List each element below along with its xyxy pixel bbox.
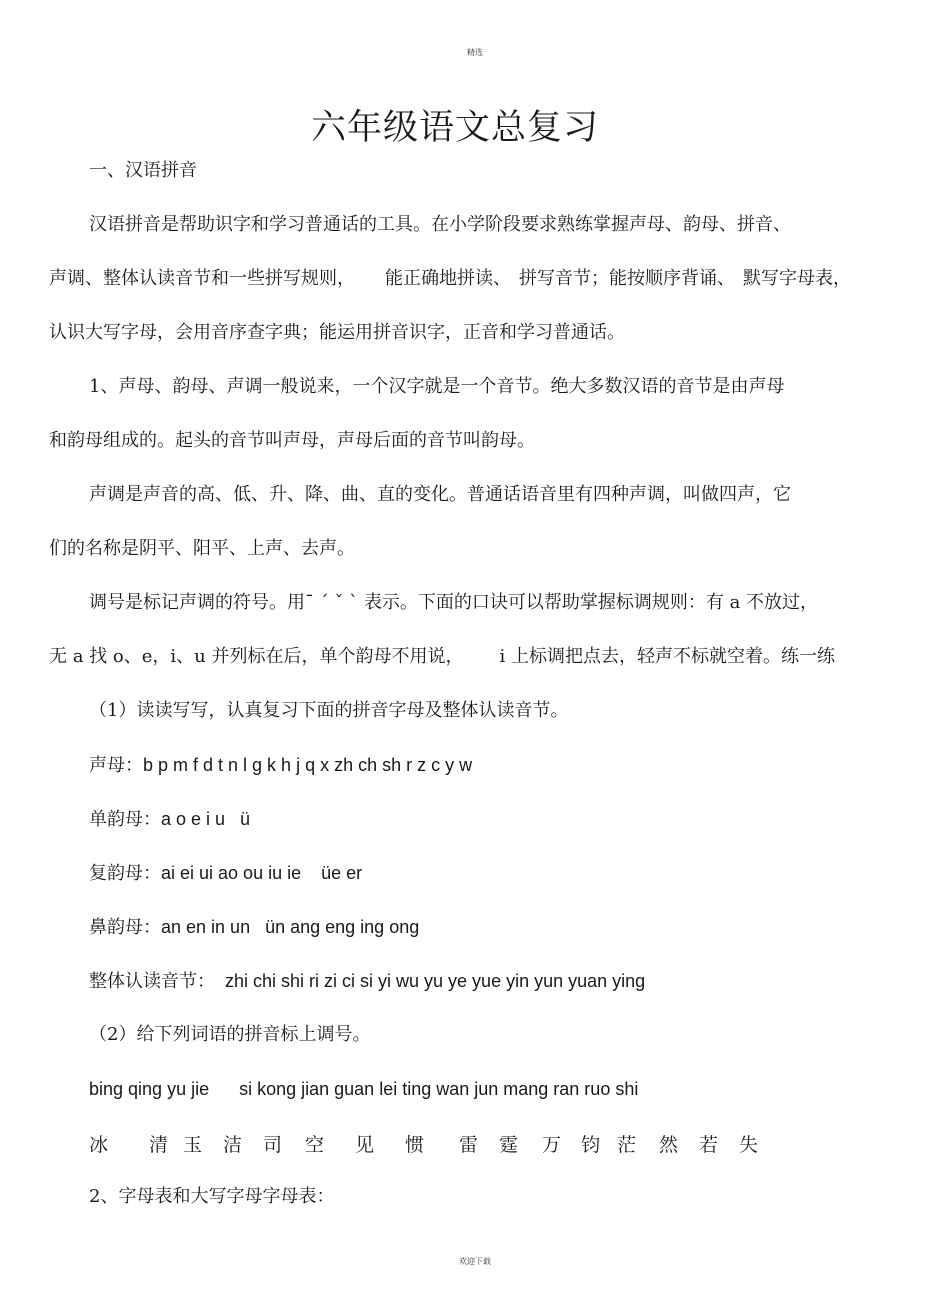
list-value: an en in un ün ang eng ing ong — [161, 917, 420, 937]
char-cell: 茫 — [617, 1134, 637, 1156]
section-heading-alphabet: 2、字母表和大写字母字母表： — [89, 1186, 335, 1207]
char-cell: 见 — [355, 1134, 375, 1156]
intro-line-2b: 能正确地拼读、 — [385, 268, 511, 289]
list-value: ai ei ui ao ou iu ie üe er — [161, 863, 363, 883]
intro-line-2d: 默写字母表， — [743, 268, 851, 289]
para2-line-1: 声调是声音的高、低、升、降、曲、直的变化。普通话语音里有四种声调，叫做四声，它 — [89, 484, 791, 505]
para1-line-1: 1、声母、韵母、声调一般说来，一个汉字就是一个音节。绝大多数汉语的音节是由声母 — [89, 376, 785, 397]
list-simple-finals — [89, 808, 250, 831]
para3-line-2b: i 上标调把点去，轻声不标就空着。练一练 — [499, 646, 835, 667]
exercise-2-heading: （2）给下列词语的拼音标上调号。 — [89, 1024, 371, 1045]
page-header: 精选 — [467, 48, 483, 57]
list-value: zhi chi shi ri zi ci si yi wu yu ye yue yin yun yuan ying — [225, 971, 646, 991]
intro-line-2c: 拼写音节；能按顺序背诵、 — [519, 268, 735, 289]
para1-line-2: 和韵母组成的。起头的音节叫声母，声母后面的音节叫韵母。 — [49, 430, 535, 451]
list-initials — [89, 754, 472, 777]
document-title: 六年级语文总复习 — [310, 108, 599, 148]
char-cell: 清 — [149, 1134, 169, 1156]
list-compound-finals — [89, 862, 362, 885]
char-cell: 若 — [699, 1134, 719, 1156]
pinyin-line-b: si kong jian guan lei ting wan jun mang ran ruo shi — [239, 1079, 639, 1099]
intro-line-1: 汉语拼音是帮助识字和学习普通话的工具。在小学阶段要求熟练掌握声母、韵母、拼音、 — [89, 214, 791, 235]
char-cell: 冰 — [89, 1134, 109, 1156]
pinyin-line-a: bing qing yu jie — [89, 1079, 210, 1099]
char-cell: 然 — [659, 1134, 679, 1156]
char-cell: 惯 — [405, 1134, 425, 1156]
intro-line-3: 认识大写字母，会用音序查字典；能运用拼音识字，正音和学习普通话。 — [49, 322, 625, 343]
list-value: b p m f d t n l g k h j q x zh ch sh r z c y w — [143, 755, 473, 775]
intro-line-2a: 声调、整体认读音节和一些拼写规则， — [49, 268, 355, 289]
char-cell: 钧 — [581, 1134, 601, 1156]
para3-line-2a: 无 a 找 o、e，i、u 并列标在后，单个韵母不用说， — [49, 646, 464, 667]
list-label: 声母： — [89, 755, 143, 776]
char-cell: 司 — [263, 1134, 283, 1156]
char-cell: 洁 — [223, 1134, 243, 1156]
para3-line-2 — [49, 646, 835, 668]
list-label: 复韵母： — [89, 863, 161, 884]
intro-line-2 — [49, 268, 851, 290]
para2-line-2: 们的名称是阴平、阳平、上声、去声。 — [49, 538, 355, 559]
char-cell: 万 — [542, 1134, 562, 1156]
char-cell: 霆 — [499, 1134, 519, 1156]
char-cell: 雷 — [459, 1134, 479, 1156]
pinyin-line — [89, 1078, 638, 1100]
list-whole-syllables — [89, 970, 645, 993]
char-cell: 空 — [305, 1134, 325, 1156]
list-label: 鼻韵母： — [89, 917, 161, 938]
list-value: a o e i u ü — [161, 809, 251, 829]
character-row — [89, 1130, 763, 1157]
list-nasal-finals — [89, 916, 419, 939]
char-cell: 玉 — [183, 1134, 203, 1156]
section-heading-pinyin: 一、汉语拼音 — [89, 160, 197, 181]
para3-line-1: 调号是标记声调的符号。用ˉ ˊ ˇ ˋ 表示。下面的口诀可以帮助掌握标调规则：有 a 不放过， — [89, 592, 819, 613]
list-label: 单韵母： — [89, 809, 161, 830]
page-footer: 欢迎下载 — [459, 1257, 491, 1266]
char-cell: 失 — [739, 1134, 759, 1156]
list-label: 整体认读音节： — [89, 971, 215, 992]
exercise-1-heading: （1）读读写写，认真复习下面的拼音字母及整体认读音节。 — [89, 700, 569, 721]
